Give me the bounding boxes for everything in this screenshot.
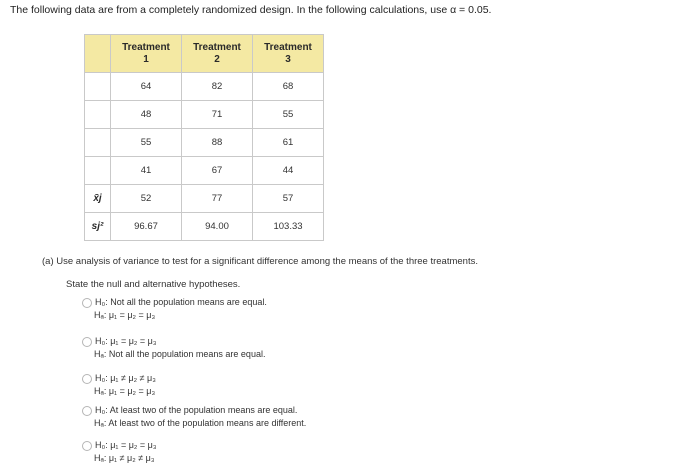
mean-cell: 77 [182,185,253,213]
hypothesis-option-3[interactable] [82,372,156,398]
table-cell: 82 [182,73,253,101]
data-table [84,34,324,241]
table-cell: 61 [253,129,324,157]
header-treatment-1: Treatment 1 [111,35,182,73]
table-row [85,129,324,157]
row-label-empty [85,157,111,185]
table-row [85,101,324,129]
row-label-empty [85,129,111,157]
option-h0: H₀: Not all the population means are equal. [95,297,267,307]
hypothesis-option-1[interactable] [82,296,267,322]
header-treatment-2: Treatment 2 [182,35,253,73]
mean-cell: 57 [253,185,324,213]
variance-cell: 103.33 [253,213,324,241]
option-ha: Hₐ: Not all the population means are equal. [94,349,266,359]
table-cell: 64 [111,73,182,101]
table-cell: 68 [253,73,324,101]
option-h0: H₀: μ₁ ≠ μ₂ ≠ μ₃ [95,373,156,383]
problem-intro: The following data are from a completely randomized design. In the following calculations, use α = 0.05. [10,4,492,16]
mean-row [85,185,324,213]
table-cell: 48 [111,101,182,129]
table-cell: 71 [182,101,253,129]
instruction-text: State the null and alternative hypotheses. [66,279,241,290]
variance-row-label: sj² [85,213,111,241]
mean-row-label: x̄j [85,185,111,213]
row-label-empty [85,101,111,129]
option-ha: Hₐ: μ₁ ≠ μ₂ ≠ μ₃ [94,453,155,463]
table-row [85,157,324,185]
table-corner [85,35,111,73]
header-treatment-3: Treatment 3 [253,35,324,73]
table-cell: 55 [253,101,324,129]
radio-button[interactable] [82,298,92,308]
option-h0: H₀: μ₁ = μ₂ = μ₃ [95,440,157,450]
option-ha: Hₐ: μ₁ = μ₂ = μ₃ [94,310,156,320]
table-row [85,73,324,101]
table-cell: 88 [182,129,253,157]
variance-row [85,213,324,241]
table-cell: 44 [253,157,324,185]
mean-cell: 52 [111,185,182,213]
table-cell: 55 [111,129,182,157]
option-ha: Hₐ: At least two of the population means are different. [94,418,307,428]
hypothesis-option-4[interactable] [82,404,306,430]
hypothesis-option-2[interactable] [82,335,265,361]
question-a: (a) Use analysis of variance to test for a significant difference among the means of the three treatments. [42,256,478,267]
option-ha: Hₐ: μ₁ = μ₂ = μ₃ [94,386,156,396]
hypothesis-option-5[interactable] [82,439,157,465]
option-h0: H₀: At least two of the population means are equal. [95,405,298,415]
row-label-empty [85,73,111,101]
variance-cell: 94.00 [182,213,253,241]
variance-cell: 96.67 [111,213,182,241]
radio-button[interactable] [82,337,92,347]
radio-button[interactable] [82,406,92,416]
radio-button[interactable] [82,441,92,451]
radio-button[interactable] [82,374,92,384]
table-header-row [85,35,324,73]
table-cell: 41 [111,157,182,185]
option-h0: H₀: μ₁ = μ₂ = μ₃ [95,336,157,346]
table-cell: 67 [182,157,253,185]
